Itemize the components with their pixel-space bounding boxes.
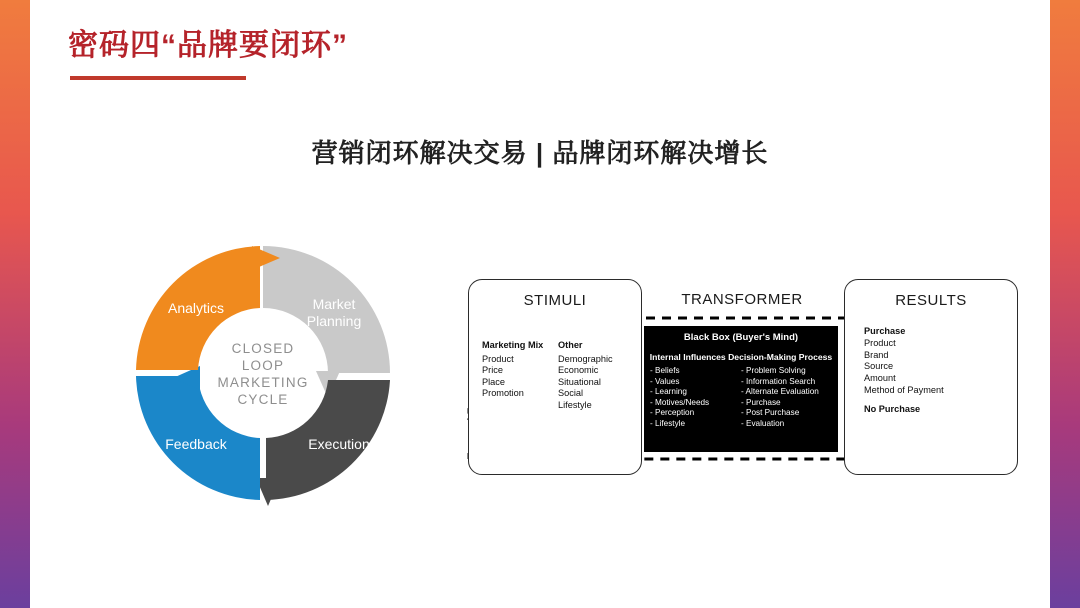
cycle-center-line-3: MARKETING — [217, 375, 309, 390]
stimuli-other-item: Economic — [558, 365, 599, 376]
stimuli-marketing-mix-item: Price — [482, 365, 503, 376]
stimuli-other-item: Situational — [558, 376, 601, 387]
black-box-item: - Information Search — [741, 376, 816, 386]
black-box-item: - Problem Solving — [741, 366, 806, 375]
stimuli-marketing-mix-item: Promotion — [482, 388, 524, 399]
black-box-internal-influences-column — [650, 366, 741, 430]
closed-loop-cycle-diagram — [118, 228, 408, 518]
stimuli-other-heading: Other — [558, 340, 583, 350]
cycle-label-market-line1: Market — [312, 296, 356, 312]
buyer-black-box-diagram — [452, 268, 1052, 480]
results-purchase-item: Source — [864, 361, 894, 372]
cycle-center-line-4: CYCLE — [237, 392, 289, 407]
left-gradient-bar — [0, 0, 30, 608]
cycle-center-label — [118, 340, 408, 408]
external-factors-axis-label — [454, 320, 468, 460]
stimuli-marketing-mix-item: Place — [482, 376, 505, 387]
stimuli-other-column — [558, 340, 634, 412]
black-box-item: - Alternate Evaluation — [741, 387, 819, 397]
black-box-subtitle: Internal Influences Decision-Making Process — [649, 352, 833, 362]
right-gradient-bar — [1050, 0, 1080, 608]
results-spacer — [864, 397, 994, 404]
black-box-decision-process-column — [741, 366, 832, 430]
stimuli-other-item: Lifestyle — [558, 399, 592, 410]
stimuli-other-item: Demographic — [558, 353, 613, 364]
results-content — [864, 326, 994, 416]
cycle-center-line-1: CLOSED — [231, 341, 295, 356]
black-box-item: - Values — [650, 376, 680, 386]
results-purchase-item: Product — [864, 337, 896, 348]
black-box-item: - Post Purchase — [741, 408, 800, 418]
page-title: 密码四“品牌要闭环” — [68, 29, 348, 62]
black-box-item: - Evaluation — [741, 418, 785, 428]
stimuli-marketing-mix-column — [482, 340, 558, 412]
black-box-item: - Beliefs — [650, 366, 680, 375]
stimuli-marketing-mix-heading: Marketing Mix — [482, 340, 544, 350]
cycle-label-analytics: Analytics — [167, 300, 225, 316]
black-box-panel — [644, 326, 838, 452]
black-box-item: - Purchase — [741, 397, 781, 407]
panel-results-title: RESULTS — [895, 292, 967, 309]
black-box-item: - Perception — [650, 408, 695, 418]
stimuli-marketing-mix-item: Product — [482, 353, 514, 364]
stimuli-other-item: Social — [558, 388, 584, 399]
cycle-label-feedback: Feedback — [165, 436, 227, 452]
stimuli-content — [482, 340, 634, 412]
black-box-item: - Learning — [650, 387, 687, 397]
black-box-item: - Lifestyle — [650, 418, 686, 428]
results-purchase-heading: Purchase — [864, 326, 906, 336]
cycle-center-line-2: LOOP — [241, 358, 285, 373]
page-subtitle: 营销闭环解决交易 | 品牌闭环解决增长 — [311, 138, 769, 168]
cycle-label-market-line2: Planning — [306, 313, 362, 329]
black-box-title: Black Box (Buyer's Mind) — [683, 332, 799, 343]
title-underline — [70, 76, 246, 80]
results-purchase-item: Method of Payment — [864, 384, 944, 395]
results-purchase-item: Brand — [864, 349, 889, 360]
panel-stimuli-title: STIMULI — [523, 292, 587, 309]
panel-transformer-title: TRANSFORMER — [681, 291, 803, 308]
cycle-label-execution: Execution — [308, 436, 370, 452]
results-no-purchase-heading: No Purchase — [864, 403, 921, 414]
black-box-item: - Motives/Needs — [650, 397, 710, 407]
black-box-columns — [644, 366, 838, 430]
results-purchase-item: Amount — [864, 373, 896, 384]
